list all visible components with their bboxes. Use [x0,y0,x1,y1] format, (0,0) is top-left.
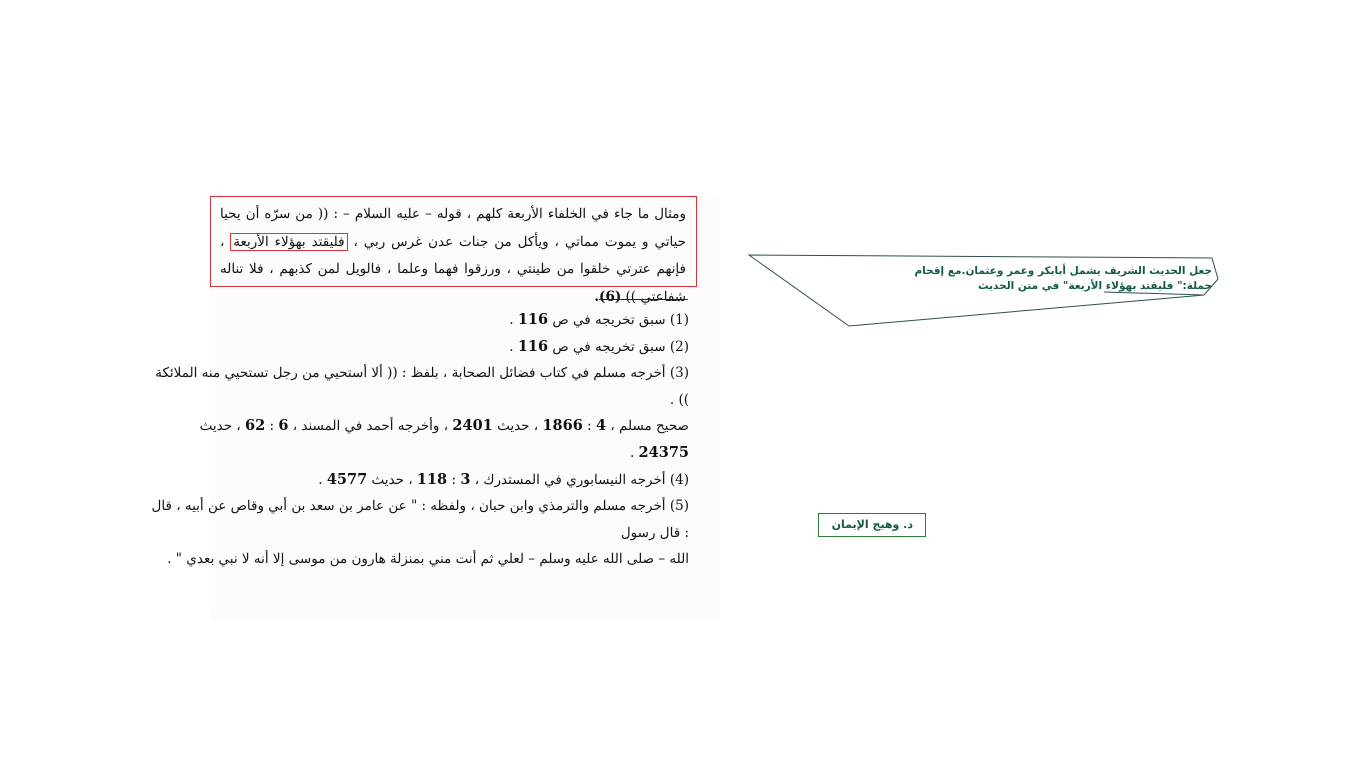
footnote-1 [222,307,689,334]
page-number: 118 [416,470,448,488]
quote-text-continued: ، فإنهم عترتي خلقوا من طينتي ، ورزقوا فهما وعلما ، فالويل لمن كذبهم ، فلا تناله شفاعتي )) [220,233,686,305]
annotation-callout [744,250,1224,332]
page-number: 1866 [542,417,583,435]
footnote-5-line-1: (5) أخرجه مسلم والترمذي وابن حبان ، ولفظه : " عن عامر بن سعد بن أبي وقاص عن أبيه ، قال [151,498,689,515]
highlighted-phrase: فليقتد بهؤلاء الأربعة [230,233,347,251]
footnote-text: (1) سبق تخريجه في ص [552,312,689,328]
volume-number: 4 [595,417,607,435]
footnote-text: : [451,471,457,488]
footnote-text: ، حديث [497,418,539,435]
author-signature: د. وهيج الإيمان [818,513,926,537]
hadith-number: 24375 [638,443,689,461]
volume-number: 3 [460,470,471,488]
footnote-end: . [509,312,514,328]
volume-number: 6 [278,417,289,435]
footnote-text: : [269,418,275,435]
footnote-3-line-2: )) . [669,391,689,408]
page-number: 62 [244,417,266,435]
callout-text [824,264,1212,294]
footnote-text: صحيح مسلم ، [610,418,689,435]
callout-line-2: جملة:" فليقتد بهؤلاء الأربعة" في متن الحديث [978,280,1212,292]
footnote-text: ، حديث [199,418,241,435]
quote-footnote-ref: (6). [594,288,622,305]
highlighted-quote-box [210,196,697,305]
footnote-text: ، حديث [371,471,413,488]
footnote-5-line-3: الله – صلى الله عليه وسلم – لعلي ثم أنت مني بمنزلة هارون من موسى إلا أنه لا نبي بعدي " . [167,551,689,568]
footnote-4 [222,467,689,494]
quote-text: ومثال ما جاء في الخلفاء الأربعة كلهم ، قوله – عليه السلام – : (( من سرّه أن يحيا حياتي و يموت مماتي ، ويأكل من جنات عدن غرس ربي ، [220,206,687,250]
footnote-end: . [629,444,635,461]
footnote-end: . [318,471,323,488]
footnote-text: (2) سبق تخريجه في ص [552,338,689,355]
footnote-text: : [587,418,592,435]
hadith-number: 4577 [326,470,368,488]
hadith-number: 2401 [452,417,493,435]
footnote-text: ، وأخرجه أحمد في المسند ، [292,418,449,435]
callout-line-1: جعل الحديث الشريف يشمل أبابكر وعمر وعثمان.مع إقحام [914,265,1212,277]
footnote-5-line-2: : قال رسول [620,524,689,541]
footnote-3-line-1: (3) أخرجه مسلم في كتاب فضائل الصحابة ، بلفظ : (( ألا أستحيي من رجل تستحيي منه الملائكة [155,365,689,382]
footnote-3-line-4 [222,440,689,467]
footnote-separator [599,299,688,300]
footnote-end: . [509,338,514,355]
footnote-3-line-3 [199,413,689,440]
footnote-page-number: 116 [517,311,549,328]
footnotes-section [151,307,689,573]
footnote-page-number: 116 [517,337,549,355]
footnote-2 [222,334,689,361]
footnote-text: (4) أخرجه النيسابوري في المستدرك ، [474,471,689,488]
